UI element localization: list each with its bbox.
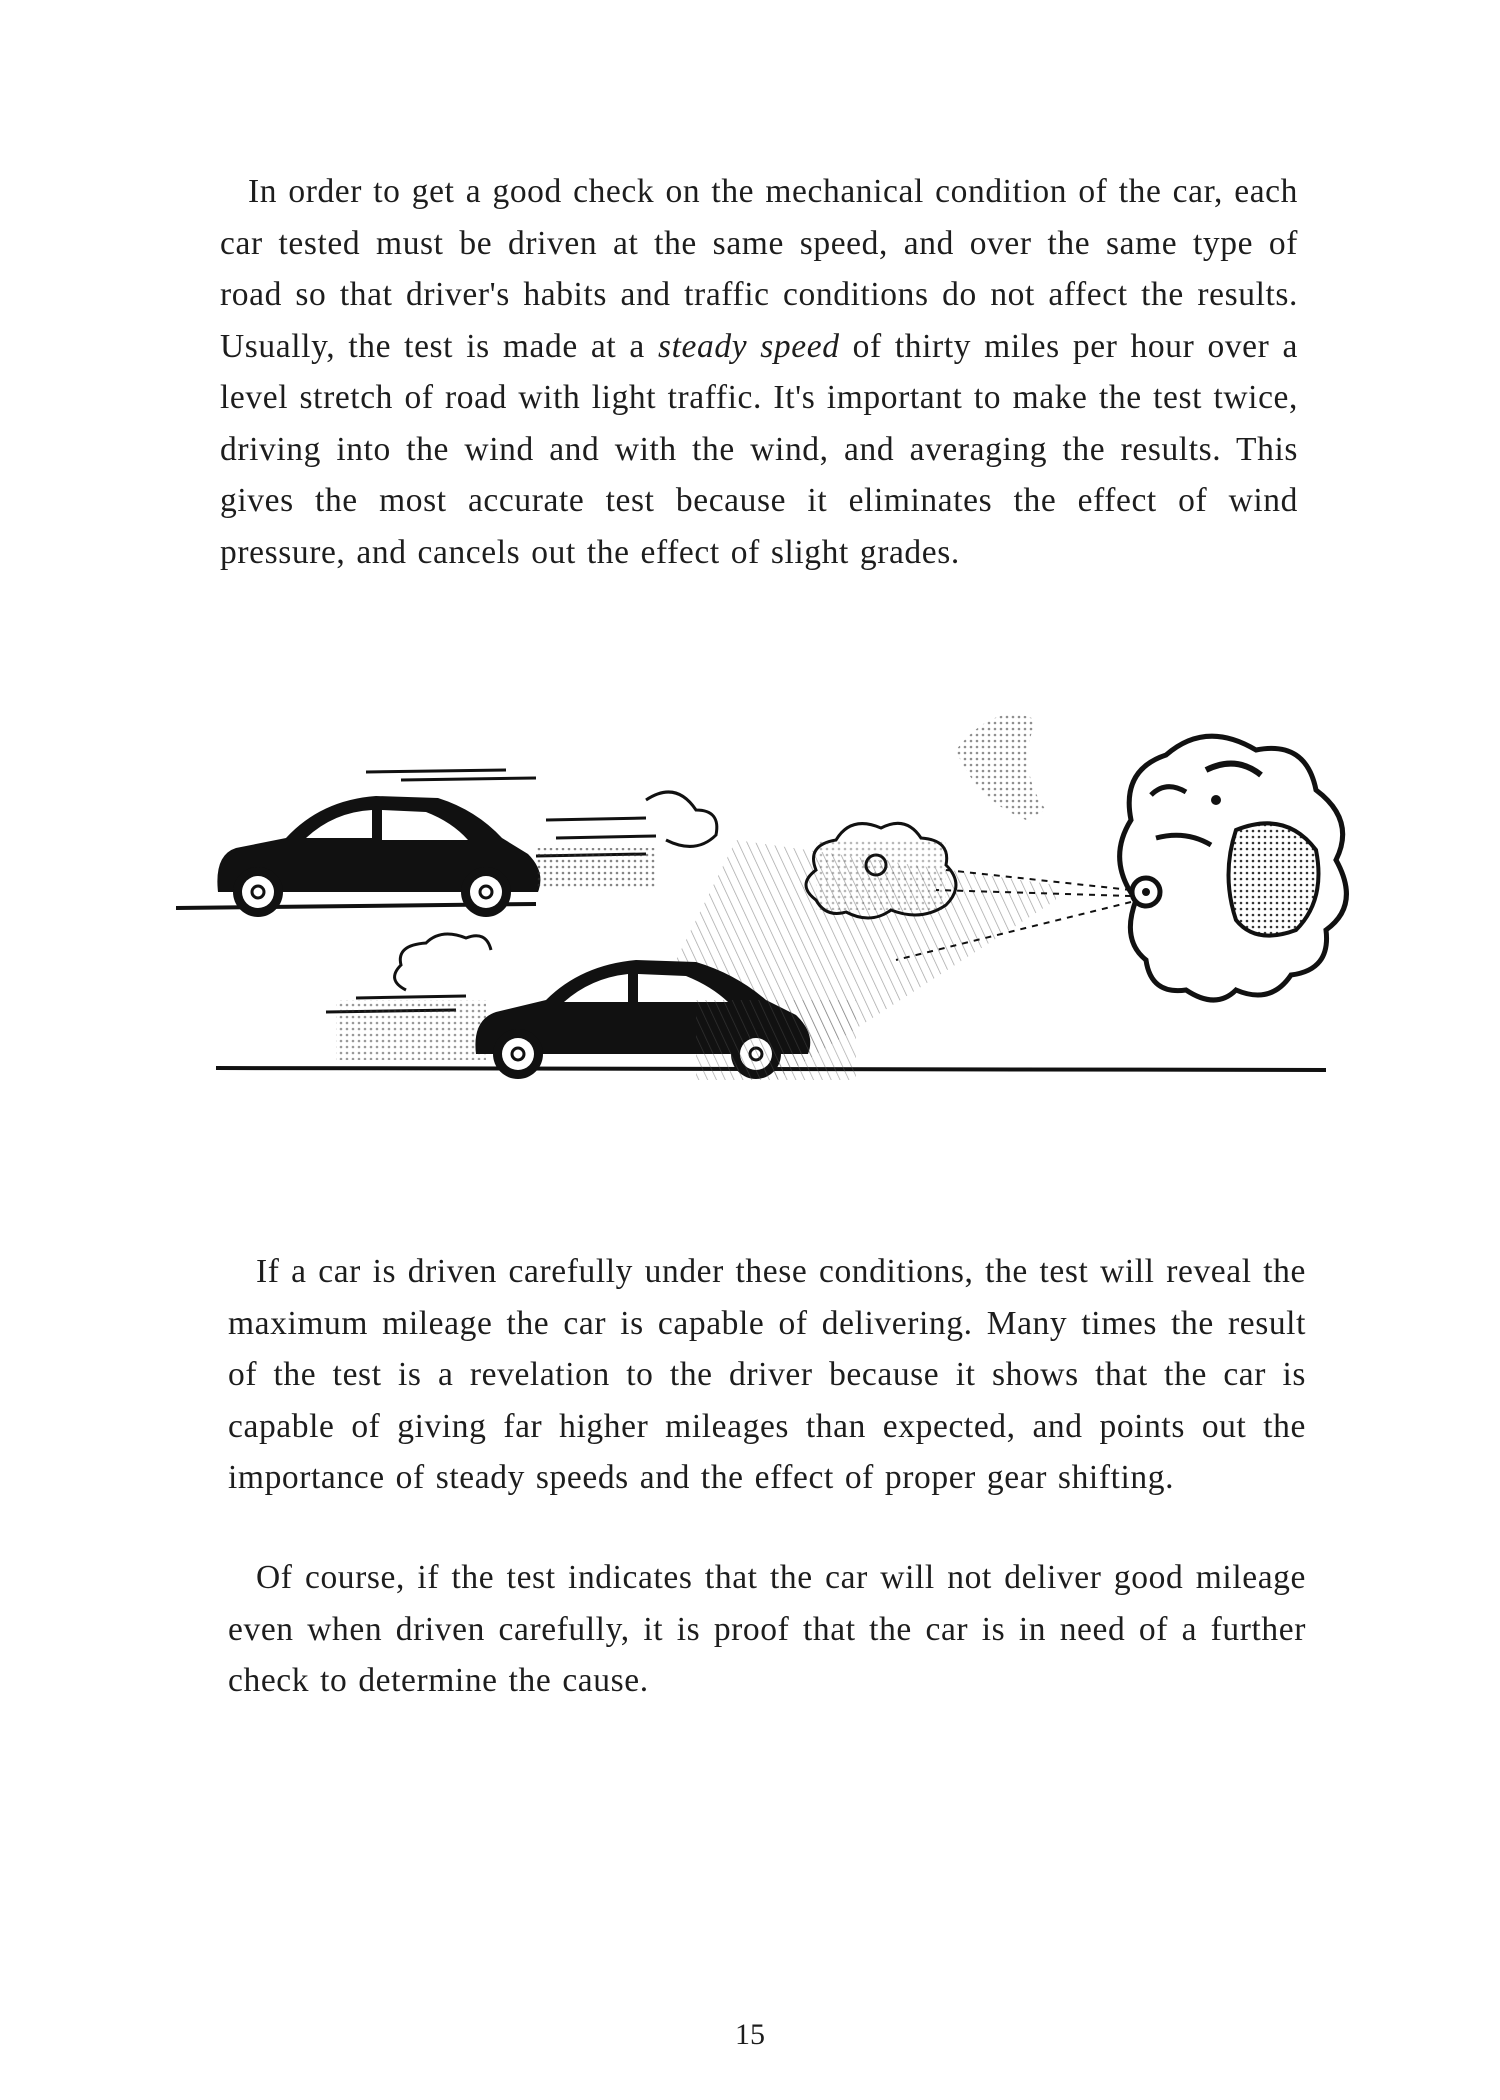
page-number: 15 bbox=[735, 2018, 765, 2051]
paragraph-test-results bbox=[228, 1246, 1306, 1504]
paragraph-3-text: Of course, if the test indicates that the car will not deliver good mileage even when driven carefully, it is proof that the car is in need of a further check to determine the cause. bbox=[228, 1559, 1306, 1699]
paragraph-1-text-end: of thirty miles per hour over a level stretch of road with light traffic. It's important to make the test twice, driving into the wind and with the wind, and averaging the results. This gives the most accurate test because it eliminates the effect of wind pressure, and cancels out the effect of slight grades. bbox=[220, 327, 1298, 571]
paragraph-further-check bbox=[228, 1552, 1306, 1707]
blowing-wind-face-icon bbox=[1120, 736, 1347, 1000]
paragraph-wind-test bbox=[220, 166, 1298, 578]
steady-speed-emphasis: steady speed bbox=[657, 327, 840, 365]
paragraph-1-text-start: In order to get a good check on the mechanical condition of the car, each car tested must be driven at the same speed, and over the same type of road so that driver's habits and traffic conditions do not affect the results. Usually, the test is made at a bbox=[220, 173, 1298, 365]
paragraph-2-text: If a car is driven carefully under these conditions, the test will reveal the maximum mileage the car is capable of delivering. Many times the result of the test is a revelation to the driver because it shows that the car is capable of giving far higher mileages than expected, and points out the importance of steady speeds and the effect of proper gear shifting. bbox=[228, 1253, 1306, 1496]
wind-test-illustration bbox=[176, 660, 1356, 1180]
car-with-wind-icon bbox=[217, 796, 540, 917]
